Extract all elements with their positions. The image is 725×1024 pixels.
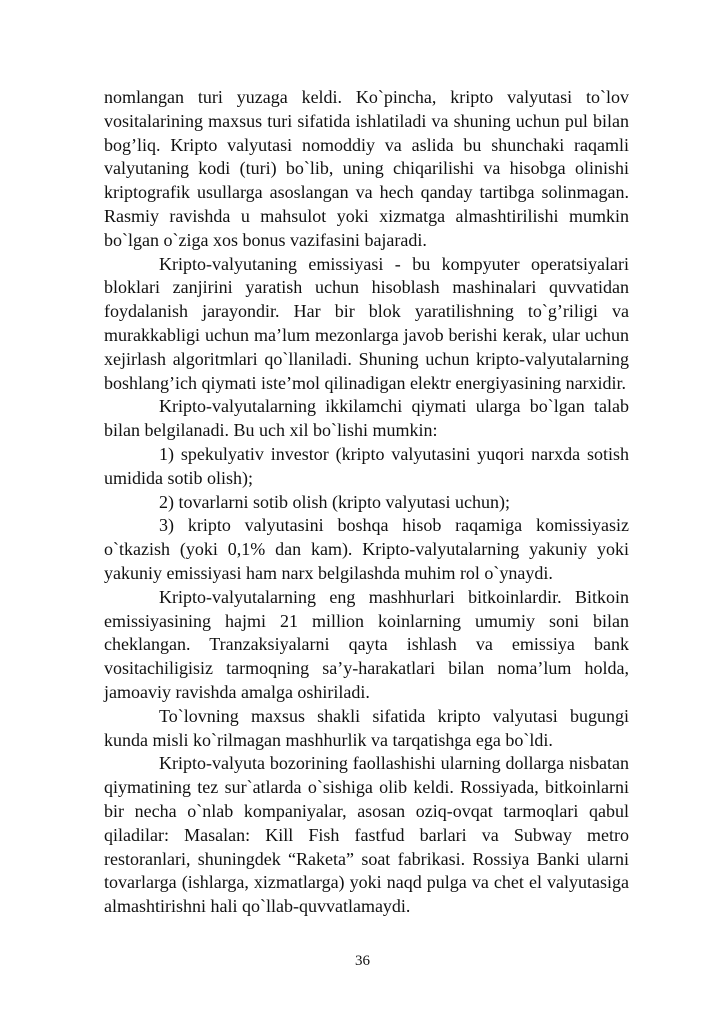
paragraph-bitcoin: Kripto-valyutalarning eng mashhurlari bitkoinlardir. Bitkoin emissiyasining hajmi 21 million koinlarning umumiy soni bilan cheklangan. Tranzaksiyalarni qayta ishlash va emissiya bank vositachiligisiz tarmoqning sa’y-harakatlari bilan noma’lum holda, jamoaviy ravishda amalga oshiriladi. (104, 586, 629, 702)
paragraph-2: Kripto-valyutaning emissiyasi - bu kompyuter operatsiyalari bloklari zanjirini yaratish uchun hisoblash mashinalari quvvatidan foydalanish jarayondir. Har bir blok yaratilishning to`g’riligi va murakkabligi uchun ma’lum mezonlarga javob berishi kerak, ular uchun xejirlash algoritmlari qo`llaniladi. Shuning uchun kripto-valyutalarning boshlang’ich qiymati iste’mol qilinadigan elektr energiyasining narxidir. (104, 253, 629, 393)
paragraph-3: Kripto-valyutalarning ikkilamchi qiymati ularga bo`lgan talab bilan belgilanadi. Bu uch xil bo`lishi mumkin: (104, 396, 629, 441)
list-item-1: 1) spekulyativ investor (kripto valyutasini yuqori narxda sotish umidida sotib olish); (104, 443, 629, 488)
list-item-2: 2) tovarlarni sotib olish (kripto valyutasi uchun); (159, 491, 510, 512)
paragraph-market: Kripto-valyuta bozorining faollashishi ularning dollarga nisbatan qiymatining tez sur`atlarda o`sishiga olib keldi. Rossiyada, bitkoinlarni bir necha o`nlab kompaniyalar, asosan oziq-ovqat tarmoqlari qabul qiladilar: Masalan: Kill Fish fastfud barlari va Subway metro restoranlari, shuningdek “Raketa” soat fabrikasi. Rossiya Banki ularni tovarlarga (ishlarga, xizmatlarga) yoki naqd pulga va chet el valyutasiga almashtirishni hali qo`llab-quvvatlamaydi. (104, 753, 629, 917)
page-number: 36 (355, 953, 370, 969)
paragraph-1: nomlangan turi yuzaga keldi. Ko`pincha, kripto valyutasi to`lov vositalarining maxsus turi sifatida ishlatiladi va shuning uchun pul bilan bog’liq. Kripto valyutasi nomoddiy va aslida bu shunchaki raqamli valyutaning kodi (turi) bo`lib, uning chiqarilishi va hisobga olinishi kriptografik usullarga asoslangan va hech qanday tartibga solinmagan. Rasmiy ravishda u mahsulot yoki xizmatga almashtirilishi mumkin bo`lgan o`ziga xos bonus vazifasini bajaradi. (104, 87, 629, 250)
list-item-3: 3) kripto valyutasini boshqa hisob raqamiga komissiyasiz o`tkazish (yoki 0,1% dan kam). Kripto-valyutalarning yakuniy yoki yakuniy emissiyasi ham narx belgilashda muhim rol o`ynaydi. (104, 515, 629, 583)
body-text (104, 86, 629, 919)
paragraph-payment-form: To`lovning maxsus shakli sifatida kripto valyutasi bugungi kunda misli ko`rilmagan mashhurlik va tarqatishga ega bo`ldi. (104, 705, 629, 750)
